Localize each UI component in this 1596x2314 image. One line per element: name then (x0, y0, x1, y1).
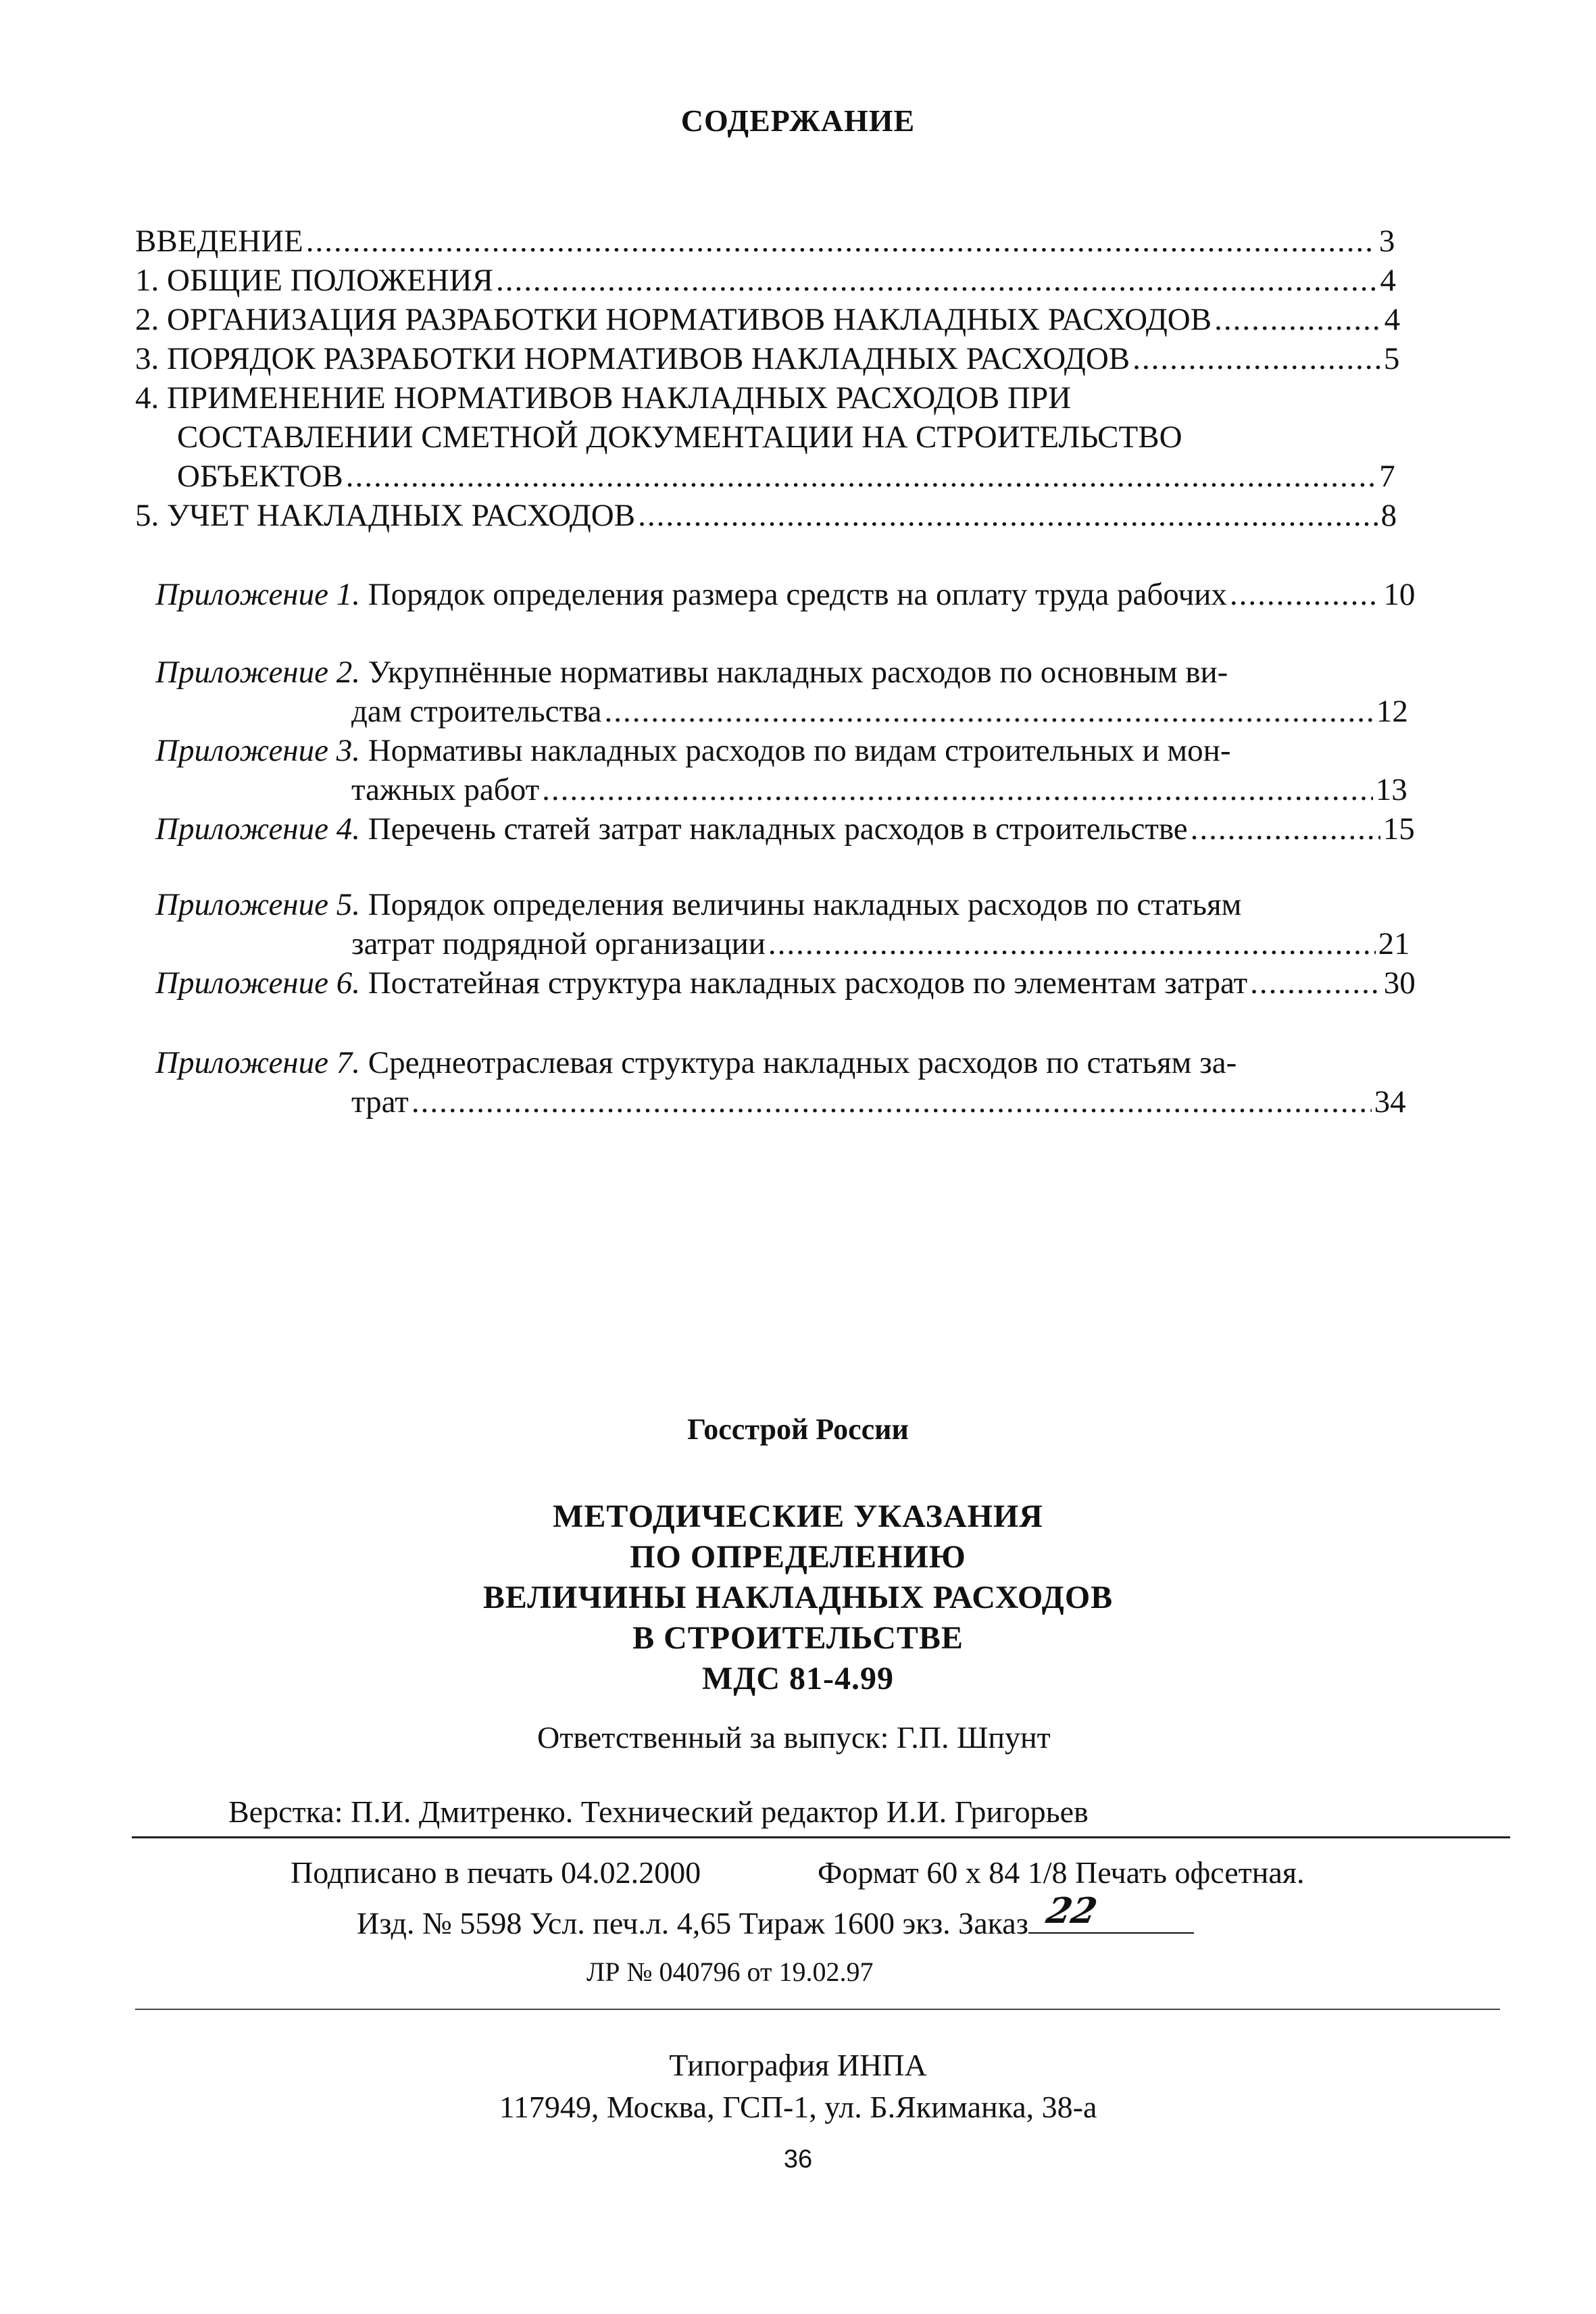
dot-leader (768, 924, 1376, 963)
printer-name: Типография ИНПА (669, 2048, 927, 2082)
appendix-text: затрат подрядной организации (351, 926, 766, 961)
toc-entry-text: СОСТАВЛЕНИИ СМЕТНОЙ ДОКУМЕНТАЦИИ НА СТРОИТЕЛЬСТВО (177, 420, 1182, 455)
printer-address: 117949, Москва, ГСП-1, ул. Б.Якиманка, 38-а (499, 2090, 1097, 2124)
toc-page-number: 5 (1383, 341, 1400, 376)
order-number-field (1028, 1890, 1194, 1934)
toc-page-number: 10 (1383, 577, 1416, 612)
toc-entry (177, 457, 1395, 496)
toc-entry (135, 300, 1401, 339)
dot-leader (542, 770, 1373, 809)
toc-appendix (155, 885, 1241, 924)
dot-leader (412, 1082, 1372, 1122)
toc-entry (135, 261, 1396, 300)
toc-appendix (155, 575, 1416, 614)
title-line: МЕТОДИЧЕСКИЕ УКАЗАНИЯ (553, 1499, 1043, 1534)
edition-text: Изд. № 5598 Усл. печ.л. 4,65 Тираж 1600 экз. Заказ (357, 1906, 1028, 1940)
appendix-text: Порядок определения размера средств на оплату труда рабочих (368, 577, 1227, 612)
toc-page-number: 34 (1374, 1084, 1406, 1120)
page-number: 36 (783, 2145, 813, 2173)
toc-page-number: 12 (1376, 694, 1408, 729)
toc-appendix-continued (351, 770, 1407, 809)
title-line: ВЕЛИЧИНЫ НАКЛАДНЫХ РАСХОДОВ (482, 1580, 1114, 1615)
appendix-label: Приложение 3. (155, 733, 360, 768)
toc-appendix (155, 1043, 1237, 1082)
appendix-text: Нормативы накладных расходов по видам строительных и мон- (368, 733, 1231, 768)
toc-entry-text: 1. ОБЩИЕ ПОЛОЖЕНИЯ (135, 263, 493, 298)
dot-leader (346, 457, 1376, 496)
print-format: Формат 60 х 84 1/8 Печать офсетная. (818, 1855, 1305, 1890)
appendix-text: дам строительства (351, 694, 602, 729)
toc-entry (135, 339, 1400, 378)
appendix-label: Приложение 2. (155, 655, 360, 690)
appendix-text: Укрупнённые нормативы накладных расходов по основным ви- (368, 655, 1228, 690)
toc-entry-text: 2. ОРГАНИЗАЦИЯ РАЗРАБОТКИ НОРМАТИВОВ НАКЛАДНЫХ РАСХОДОВ (135, 302, 1212, 337)
toc-page-number: 4 (1380, 263, 1396, 298)
toc-page-number: 21 (1378, 926, 1410, 961)
dot-leader (496, 261, 1377, 300)
toc-appendix (155, 809, 1415, 849)
toc-entry (135, 222, 1395, 261)
toc-appendix (155, 653, 1228, 692)
layout-editor-credits: Верстка: П.И. Дмитренко. Технический редактор И.И. Григорьев (228, 1794, 1089, 1829)
publication-title (0, 1496, 1596, 1699)
appendix-label: Приложение 1. (155, 577, 360, 612)
dot-leader (1132, 339, 1381, 378)
divider (135, 2009, 1500, 2010)
title-line: ПО ОПРЕДЕЛЕНИЮ (630, 1539, 966, 1575)
dot-leader (638, 496, 1378, 535)
divider (132, 1836, 1510, 1838)
toc-entry-text: 4. ПРИМЕНЕНИЕ НОРМАТИВОВ НАКЛАДНЫХ РАСХОДОВ ПРИ (135, 380, 1072, 416)
toc-entry (135, 496, 1397, 535)
dot-leader (306, 222, 1376, 261)
toc-appendix-continued (351, 924, 1410, 963)
toc-appendix (155, 963, 1416, 1003)
toc-appendix-continued (351, 1082, 1406, 1122)
toc-page-number: 7 (1379, 459, 1395, 494)
appendix-text: тажных работ (351, 772, 540, 807)
document-code: МДС 81-4.99 (702, 1661, 894, 1696)
appendix-text: Порядок определения величины накладных расходов по статьям (368, 887, 1242, 922)
toc-entry-text: ВВЕДЕНИЕ (135, 224, 303, 259)
toc-page-number: 4 (1384, 302, 1401, 337)
title-line: В СТРОИТЕЛЬСТВЕ (632, 1620, 964, 1656)
appendix-text: Перечень статей затрат накладных расходов в строительстве (368, 811, 1188, 847)
appendix-label: Приложение 7. (155, 1045, 360, 1080)
toc-page-number: 15 (1382, 811, 1415, 847)
appendix-label: Приложение 4. (155, 811, 360, 847)
appendix-text: Постатейная структура накладных расходов по элементам затрат (368, 965, 1248, 1001)
order-number-handwritten: 22 (1043, 1890, 1101, 1932)
dot-leader (1214, 300, 1382, 339)
appendix-label: Приложение 6. (155, 965, 360, 1001)
toc-entry-text: 5. УЧЕТ НАКЛАДНЫХ РАСХОДОВ (135, 498, 636, 533)
toc-page-number: 8 (1380, 498, 1397, 533)
responsible-person: Ответственный за выпуск: Г.П. Шпунт (537, 1720, 1051, 1755)
toc-entry-text: ОБЪЕКТОВ (177, 459, 343, 494)
toc-title: СОДЕРЖАНИЕ (680, 103, 916, 138)
toc-page-number: 13 (1375, 772, 1407, 807)
appendix-label: Приложение 5. (155, 887, 360, 922)
toc-entry-text: 3. ПОРЯДОК РАЗРАБОТКИ НОРМАТИВОВ НАКЛАДНЫХ РАСХОДОВ (135, 341, 1130, 376)
appendix-text: трат (351, 1084, 409, 1120)
dot-leader (605, 692, 1374, 731)
toc-page-number: 3 (1378, 224, 1395, 259)
dot-leader (1191, 809, 1380, 849)
license-number: ЛР № 040796 от 19.02.97 (587, 1957, 874, 1987)
dot-leader (1230, 575, 1381, 614)
toc-appendix (155, 731, 1230, 770)
toc-appendix-continued (351, 692, 1408, 731)
dot-leader (1250, 963, 1381, 1003)
toc-page-number: 30 (1383, 965, 1416, 1001)
organization-name: Госстрой России (687, 1413, 909, 1446)
signed-to-print: Подписано в печать 04.02.2000 (291, 1855, 701, 1890)
appendix-text: Среднеотраслевая структура накладных расходов по статьям за- (368, 1045, 1237, 1080)
edition-details (357, 1890, 1194, 1941)
